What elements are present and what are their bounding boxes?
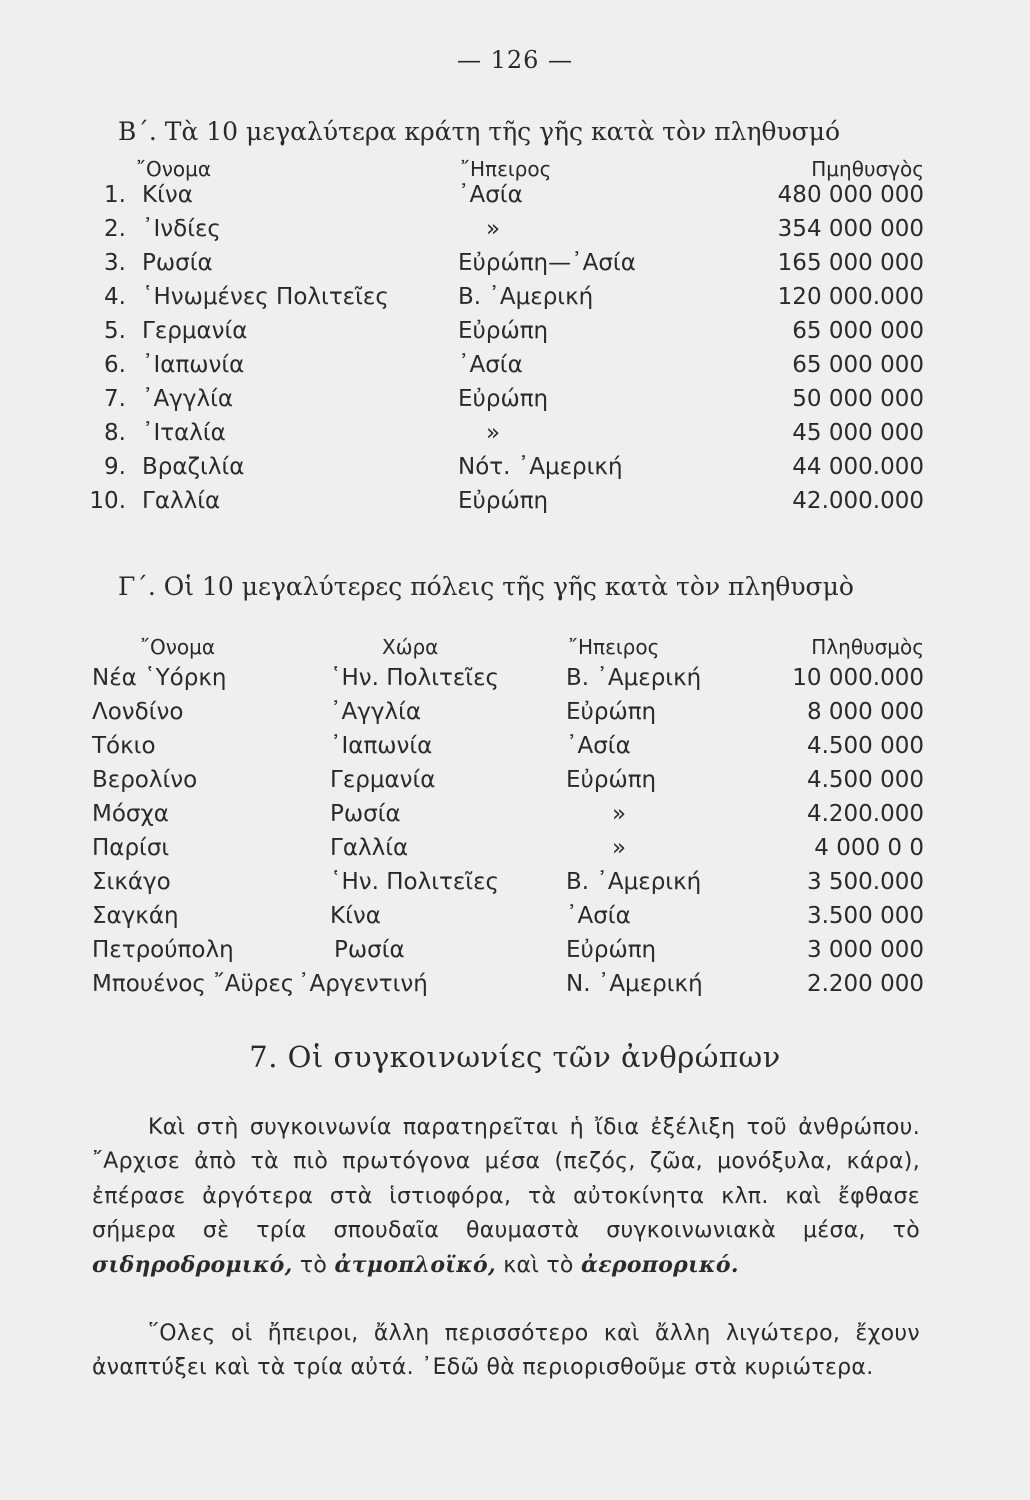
row-population: 120 000.000	[777, 284, 924, 310]
row-continent: Εὐρώπη	[566, 699, 657, 725]
row-rank: 6.	[104, 352, 126, 378]
row-population: 165 000 000	[777, 250, 924, 276]
row-city: Βερολίνο	[92, 767, 198, 793]
row-country: Κίνα	[142, 182, 193, 208]
table-row	[0, 971, 1030, 1001]
row-continent: Εὐρώπη	[458, 318, 549, 344]
page-number: — 126 —	[456, 46, 574, 74]
table-row	[0, 318, 1030, 348]
row-rank: 8.	[104, 420, 126, 446]
countries-header-continent: ῎Ηπειρος	[460, 157, 552, 181]
row-continent: ᾿Ασία	[458, 352, 523, 378]
row-continent: Εὐρώπη	[566, 767, 657, 793]
table-row	[0, 903, 1030, 933]
row-country: Κίνα	[330, 903, 381, 929]
paragraph-1-text: Καὶ στὴ συγκοινωνία παρατηρεῖται ἡ ἴδια ἐξέλιξη τοῦ ἀνθρώπου. ῎Αρχισε ἀπὸ τὰ πιὸ πρωτόγονα μέσα (πεζός, ζῶα, μονόξυλα, κάρα), ἐπέρασε ἀργότερα στὰ ἱστιοφόρα, τὰ αὐτοκίνητα κλπ. καὶ ἔφθασε σήμερα σὲ τρία σπουδαῖα θαυμαστὰ συγκοινωνιακὰ μέσα, τὸ	[92, 1115, 920, 1243]
row-population: 4.500 000	[806, 733, 924, 759]
row-population: 50 000 000	[792, 386, 924, 412]
paragraph-1-text-b: τὸ	[299, 1253, 328, 1279]
row-country: Γερμανία	[142, 318, 248, 344]
table-row	[0, 665, 1030, 695]
table-row	[0, 869, 1030, 899]
section-c-title: Γ΄. Οἱ 10 μεγαλύτερες πόλεις τῆς γῆς κατὰ τὸν πληθυσμὸ	[118, 572, 854, 601]
row-population: 45 000 000	[792, 420, 924, 446]
countries-header-population: Πμηθυσγὸς	[811, 157, 924, 181]
table-row	[0, 801, 1030, 831]
row-continent: Εὐρώπη	[566, 937, 657, 963]
row-population: 4 000 0 0	[814, 835, 924, 861]
row-population: 480 000 000	[777, 182, 924, 208]
table-row	[0, 767, 1030, 797]
row-population: 65 000 000	[792, 318, 924, 344]
cities-header-name: ῎Ονομα	[140, 635, 216, 659]
table-row	[0, 182, 1030, 212]
row-country: ᾿Ινδίες	[142, 216, 221, 242]
row-city: Σικάγο	[92, 869, 171, 895]
table-row	[0, 937, 1030, 967]
row-rank: 3.	[104, 250, 126, 276]
table-row	[0, 386, 1030, 416]
table-row	[0, 454, 1030, 484]
row-city: Παρίσι	[92, 835, 170, 861]
row-population: 2.200 000	[806, 971, 924, 997]
paragraph-1-text-c: καὶ τὸ	[503, 1253, 574, 1279]
row-country: Βραζιλία	[142, 454, 245, 480]
row-country: Γαλλία	[330, 835, 409, 861]
row-population: 3.500 000	[806, 903, 924, 929]
row-city: Μόσχα	[92, 801, 169, 827]
row-country: ῾Ην. Πολιτεῖες	[330, 665, 500, 691]
row-country: ᾿Αργεντινή	[298, 971, 428, 997]
row-rank: 5.	[104, 318, 126, 344]
row-rank: 2.	[104, 216, 126, 242]
paragraph-1	[92, 1111, 920, 1283]
table-row	[0, 835, 1030, 865]
row-population: 8 000 000	[806, 699, 924, 725]
row-country: Γερμανία	[330, 767, 436, 793]
table-row	[0, 250, 1030, 280]
row-rank: 4.	[104, 284, 126, 310]
row-country: ῾Ην. Πολιτεῖες	[330, 869, 500, 895]
row-city: Λονδίνο	[92, 699, 184, 725]
row-population: 10 000.000	[792, 665, 924, 691]
emphasis-steamship: ἀτμοπλοϊκό,	[334, 1252, 496, 1279]
row-continent: »	[486, 420, 501, 446]
row-continent: Β. ᾿Αμερική	[458, 284, 594, 310]
cities-header-country: Χώρα	[382, 635, 439, 659]
row-population: 3 500.000	[806, 869, 924, 895]
table-row	[0, 216, 1030, 246]
row-population: 42.000.000	[792, 488, 924, 514]
table-row	[0, 352, 1030, 382]
row-city: Πετρούπολη	[92, 937, 234, 963]
row-rank: 1.	[104, 182, 126, 208]
row-population: 354 000 000	[777, 216, 924, 242]
row-rank: 9.	[104, 454, 126, 480]
table-row	[0, 733, 1030, 763]
row-continent: ᾿Ασία	[566, 903, 631, 929]
emphasis-railway: σιδηροδρομικό,	[92, 1252, 293, 1279]
row-country: ᾿Ιαπωνία	[142, 352, 245, 378]
row-country: ῾Ηνωμένες Πολιτεῖες	[142, 284, 389, 310]
row-continent: Νότ. ᾿Αμερική	[458, 454, 623, 480]
row-city: Σαγκάη	[92, 903, 179, 929]
cities-header-continent: ῎Ηπειρος	[568, 635, 660, 659]
section-b-title: Β΄. Τὰ 10 μεγαλύτερα κράτη τῆς γῆς κατὰ τὸν πληθυσμό	[118, 117, 841, 146]
row-continent: »	[486, 216, 501, 242]
row-country: ᾿Ιταλία	[142, 420, 226, 446]
chapter-title: 7. Οἱ συγκοινωνίες τῶν ἀνθρώπων	[249, 1040, 781, 1074]
row-population: 65 000 000	[792, 352, 924, 378]
row-country: Γαλλία	[142, 488, 221, 514]
table-row	[0, 488, 1030, 518]
row-continent: Β. ᾿Αμερική	[566, 869, 702, 895]
row-city: Μπουένος ῎Αϋρες	[92, 971, 295, 997]
row-continent: Β. ᾿Αμερική	[566, 665, 702, 691]
row-country: ᾿Ιαπωνία	[330, 733, 433, 759]
row-country: Ρωσία	[330, 801, 401, 827]
row-population: 3 000 000	[806, 937, 924, 963]
row-city: Νέα ῾Υόρκη	[92, 665, 227, 691]
row-continent: Εὐρώπη	[458, 488, 549, 514]
row-city: Τόκιο	[92, 733, 156, 759]
row-country: Ρωσία	[334, 937, 405, 963]
row-continent: Εὐρώπη—᾿Ασία	[458, 250, 636, 276]
paragraph-2	[92, 1317, 920, 1386]
cities-header-population: Πληθυσμὸς	[811, 635, 924, 659]
table-row	[0, 699, 1030, 729]
row-rank: 10.	[89, 488, 126, 514]
row-continent: ᾿Ασία	[566, 733, 631, 759]
row-population: 4.500 000	[806, 767, 924, 793]
row-rank: 7.	[104, 386, 126, 412]
table-row	[0, 420, 1030, 450]
paragraph-2-text: ῞Ολες οἱ ἤπειροι, ἄλλη περισσότερο καὶ ἄλλη λιγώτερο, ἔχουν ἀναπτύξει καὶ τὰ τρία αὐτά. ᾿Εδῶ θὰ περιορισθοῦμε στὰ κυριώτερα.	[92, 1321, 920, 1381]
row-country: ᾿Αγγλία	[142, 386, 234, 412]
countries-header-name: ῎Ονομα	[136, 157, 212, 181]
row-continent: ᾿Ασία	[458, 182, 523, 208]
row-population: 44 000.000	[792, 454, 924, 480]
emphasis-aviation: ἀεροπορικό.	[581, 1252, 739, 1279]
row-continent: Εὐρώπη	[458, 386, 549, 412]
row-country: ᾿Αγγλία	[330, 699, 422, 725]
row-continent: Ν. ᾿Αμερική	[566, 971, 703, 997]
row-continent: »	[612, 801, 627, 827]
row-population: 4.200.000	[806, 801, 924, 827]
table-row	[0, 284, 1030, 314]
row-continent: »	[612, 835, 627, 861]
row-country: Ρωσία	[142, 250, 213, 276]
